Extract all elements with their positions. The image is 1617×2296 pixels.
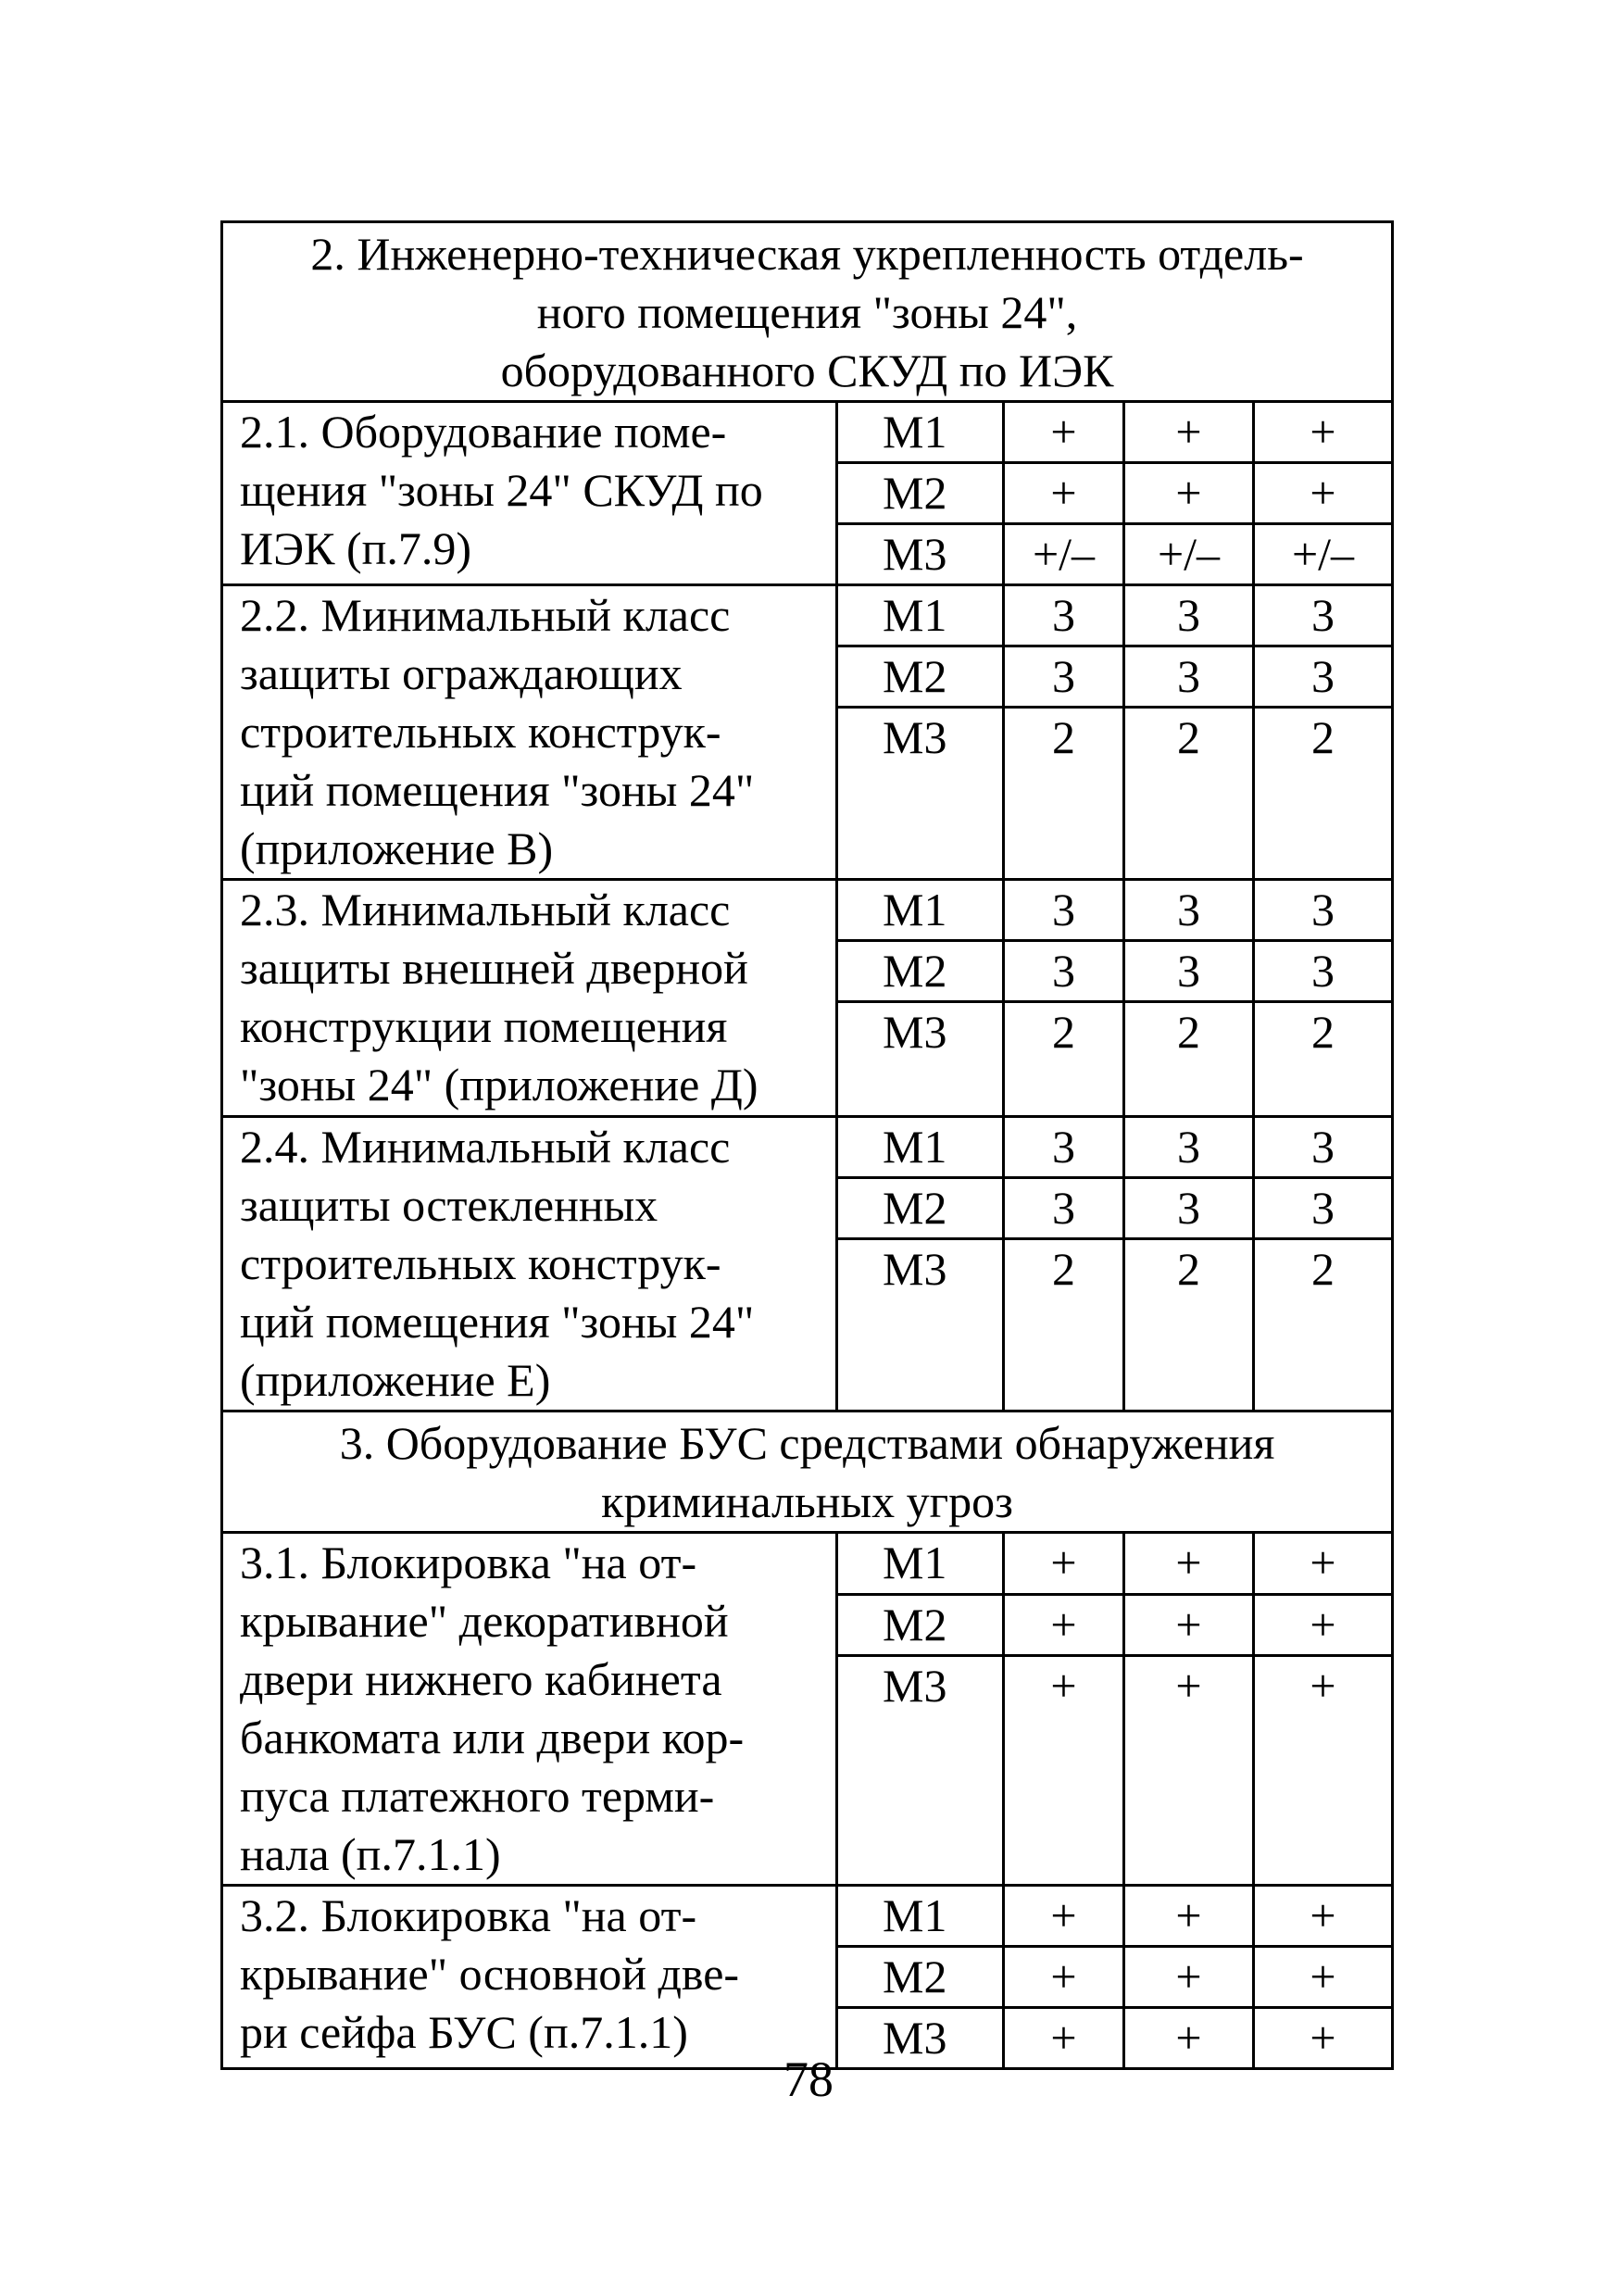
description-line: ри сейфа БУС (п.7.1.1) [240, 2006, 688, 2058]
value-cell: + [1004, 463, 1124, 524]
value-cell: + [1124, 402, 1254, 463]
description-line: (приложение В) [240, 822, 554, 874]
value-cell: 3 [1124, 585, 1254, 646]
value-cell: + [1124, 1886, 1254, 1947]
value-cell: + [1124, 2008, 1254, 2069]
page-number: 78 [783, 2051, 834, 2107]
description-line: (приложение Е) [240, 1354, 551, 1406]
value-cell: 3 [1124, 880, 1254, 941]
value-cell: 3 [1254, 1117, 1393, 1178]
value-cell: + [1124, 1594, 1254, 1656]
value-cell: 2 [1004, 1002, 1124, 1117]
mode-cell: М1 [837, 585, 1004, 646]
mode-cell: М3 [837, 708, 1004, 880]
description-line: нала (п.7.1.1) [240, 1828, 501, 1880]
value-cell: + [1124, 1656, 1254, 1886]
value-cell: 2 [1004, 708, 1124, 880]
value-cell: + [1004, 1533, 1124, 1595]
value-cell: + [1254, 1886, 1393, 1947]
value-cell: + [1254, 1533, 1393, 1595]
description-line: крывание" декоративной [240, 1595, 729, 1647]
value-cell: 3 [1124, 646, 1254, 708]
mode-cell: М2 [837, 1178, 1004, 1239]
mode-cell: М1 [837, 1886, 1004, 1947]
description-line: ций помещения "зоны 24" [240, 764, 755, 816]
mode-cell: М3 [837, 1002, 1004, 1117]
section-header-row [222, 1411, 1393, 1533]
value-cell: 3 [1124, 1178, 1254, 1239]
table-row [222, 402, 1393, 463]
mode-cell: М2 [837, 463, 1004, 524]
mode-cell: М2 [837, 1947, 1004, 2008]
description-line: защиты внешней дверной [240, 942, 748, 994]
value-cell: + [1124, 1947, 1254, 2008]
description-line: строительных конструк- [240, 1237, 721, 1289]
mode-cell: М1 [837, 402, 1004, 463]
value-cell: 3 [1124, 1117, 1254, 1178]
mode-cell: М1 [837, 880, 1004, 941]
section-title-line: оборудованного СКУД по ИЭК [500, 345, 1114, 396]
value-cell: 2 [1124, 1002, 1254, 1117]
value-cell: 3 [1004, 941, 1124, 1002]
item-description [222, 1117, 837, 1411]
value-cell: 2 [1254, 708, 1393, 880]
mode-cell: М1 [837, 1533, 1004, 1595]
description-line: щения "зоны 24" СКУД по [240, 464, 763, 516]
value-cell: + [1254, 402, 1393, 463]
value-cell: 3 [1254, 585, 1393, 646]
value-cell: 2 [1254, 1002, 1393, 1117]
item-description [222, 1886, 837, 2069]
table-row [222, 880, 1393, 941]
description-line: 2.2. Минимальный класс [240, 589, 731, 641]
section-title-line: ного помещения "зоны 24", [536, 286, 1078, 338]
description-line: 2.1. Оборудование поме- [240, 406, 727, 458]
value-cell: 3 [1254, 646, 1393, 708]
section-title-line: криминальных угроз [601, 1475, 1013, 1527]
value-cell: + [1124, 1533, 1254, 1595]
mode-cell: М1 [837, 1117, 1004, 1178]
mode-cell: М3 [837, 1656, 1004, 1886]
item-description [222, 402, 837, 585]
value-cell: 3 [1004, 585, 1124, 646]
description-line: конструкции помещения [240, 1000, 728, 1052]
section-title-line: 3. Оборудование БУС средствами обнаружения [339, 1417, 1275, 1469]
mode-cell: М3 [837, 524, 1004, 585]
section-header-row [222, 222, 1393, 402]
description-line: 2.3. Минимальный класс [240, 884, 731, 935]
value-cell: 3 [1004, 1178, 1124, 1239]
description-line: "зоны 24" (приложение Д) [240, 1059, 758, 1110]
value-cell: 2 [1004, 1239, 1124, 1411]
value-cell: 2 [1124, 708, 1254, 880]
description-line: 2.4. Минимальный класс [240, 1121, 731, 1173]
value-cell: 2 [1254, 1239, 1393, 1411]
item-description [222, 880, 837, 1117]
requirements-table [220, 220, 1394, 2070]
mode-cell: М2 [837, 1594, 1004, 1656]
value-cell: 2 [1124, 1239, 1254, 1411]
value-cell: +/– [1254, 524, 1393, 585]
value-cell: 3 [1254, 941, 1393, 1002]
value-cell: + [1004, 1886, 1124, 1947]
value-cell: 3 [1254, 1178, 1393, 1239]
value-cell: + [1004, 1947, 1124, 2008]
value-cell: 3 [1124, 941, 1254, 1002]
table-row [222, 1533, 1393, 1595]
item-description [222, 1533, 837, 1886]
value-cell: 3 [1254, 880, 1393, 941]
value-cell: + [1254, 2008, 1393, 2069]
value-cell: 3 [1004, 1117, 1124, 1178]
description-line: крывание" основной две- [240, 1948, 740, 2000]
value-cell: + [1254, 1594, 1393, 1656]
description-line: ИЭК (п.7.9) [240, 522, 472, 574]
description-line: банкомата или двери кор- [240, 1712, 745, 1763]
section-title [222, 1411, 1393, 1533]
mode-cell: М3 [837, 2008, 1004, 2069]
table-row [222, 1117, 1393, 1178]
value-cell: + [1254, 1947, 1393, 2008]
mode-cell: М3 [837, 1239, 1004, 1411]
item-description [222, 585, 837, 880]
value-cell: + [1004, 1656, 1124, 1886]
value-cell: + [1254, 1656, 1393, 1886]
description-line: защиты остекленных [240, 1179, 658, 1231]
description-line: 3.2. Блокировка "на от- [240, 1889, 697, 1941]
description-line: ций помещения "зоны 24" [240, 1296, 755, 1348]
value-cell: + [1004, 2008, 1124, 2069]
table-row [222, 585, 1393, 646]
value-cell: +/– [1124, 524, 1254, 585]
value-cell: + [1254, 463, 1393, 524]
value-cell: + [1004, 1594, 1124, 1656]
section-title [222, 222, 1393, 402]
description-line: 3.1. Блокировка "на от- [240, 1537, 697, 1588]
description-line: пуса платежного терми- [240, 1770, 715, 1822]
mode-cell: М2 [837, 646, 1004, 708]
value-cell: 3 [1004, 646, 1124, 708]
description-line: защиты ограждающих [240, 647, 683, 699]
mode-cell: М2 [837, 941, 1004, 1002]
value-cell: + [1124, 463, 1254, 524]
value-cell: + [1004, 402, 1124, 463]
table-row [222, 1886, 1393, 1947]
description-line: двери нижнего кабинета [240, 1653, 722, 1705]
description-line: строительных конструк- [240, 706, 721, 758]
value-cell: 3 [1004, 880, 1124, 941]
value-cell: +/– [1004, 524, 1124, 585]
section-title-line: 2. Инженерно-техническая укрепленность отдель- [310, 228, 1304, 280]
